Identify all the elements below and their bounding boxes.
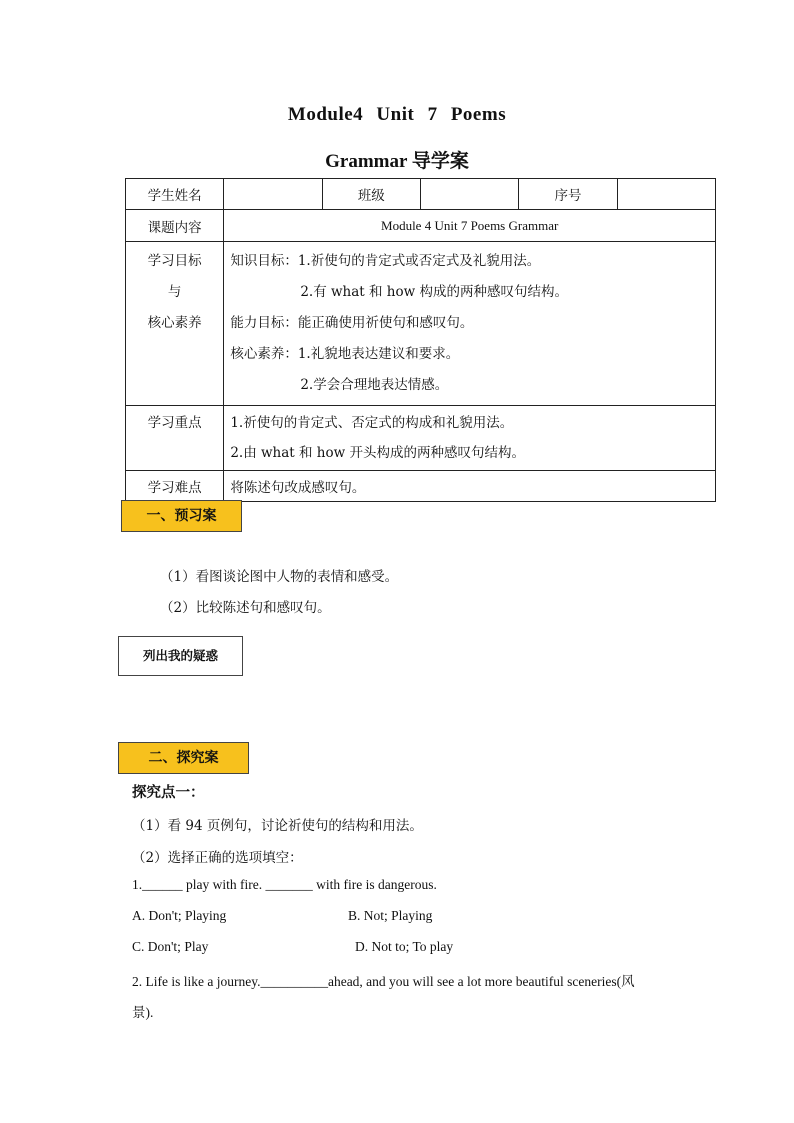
key-points-label-text: 学习重点 bbox=[147, 415, 202, 431]
section1-header: 一、预习案 bbox=[121, 500, 242, 532]
goals-label-line: 学习目标 bbox=[147, 253, 202, 269]
goal-line: 2.学会合理地表达情感。 bbox=[300, 377, 449, 393]
goal-line: 2.有 what 和 how 构成的两种感叹句结构。 bbox=[300, 284, 568, 300]
goals-label-line: 与 bbox=[167, 284, 182, 300]
goals-label-line: 核心素养 bbox=[147, 315, 202, 331]
goal-line: 能力目标：能正确使用祈使句和感叹句。 bbox=[230, 315, 474, 331]
section2-item: （2）选择正确的选项填空： bbox=[132, 850, 303, 866]
class-label: 班级 bbox=[322, 179, 420, 210]
goals-content bbox=[224, 242, 716, 406]
seat-number-field[interactable] bbox=[617, 179, 715, 210]
inquiry-point-title: 探究点一： bbox=[132, 785, 205, 801]
class-field[interactable] bbox=[420, 179, 518, 210]
question-1: 1.______ play with fire. _______ with fire is dangerous. bbox=[132, 877, 437, 892]
difficulty-value: 将陈述句改成感叹句。 bbox=[224, 471, 716, 502]
question-1-option-d: D. Not to; To play bbox=[355, 939, 454, 954]
table-row bbox=[126, 242, 716, 406]
goal-line: 知识目标：1.祈使句的肯定式或否定式及礼貌用法。 bbox=[230, 253, 541, 269]
question-2-line: 2. Life is like a journey.__________ahead, and you will see a lot more beautiful sceneries(风 bbox=[132, 974, 635, 989]
key-point-line: 2.由 what 和 how 开头构成的两种感叹句结构。 bbox=[230, 445, 525, 461]
table-row bbox=[126, 179, 716, 210]
table-row bbox=[126, 406, 716, 471]
section1-item: （1）看图谈论图中人物的表情和感受。 bbox=[160, 569, 399, 585]
table-row bbox=[126, 210, 716, 242]
question-1-option-c: C. Don't; Play bbox=[132, 939, 209, 954]
student-name-label: 学生姓名 bbox=[126, 179, 224, 210]
section2-item: （1）看 94 页例句，讨论祈使句的结构和用法。 bbox=[132, 818, 423, 834]
info-table bbox=[125, 178, 716, 502]
doubts-box: 列出我的疑惑 bbox=[118, 636, 243, 676]
key-points-label bbox=[126, 406, 224, 471]
topic-label: 课题内容 bbox=[126, 210, 224, 242]
table-row bbox=[126, 471, 716, 502]
difficulty-label: 学习难点 bbox=[126, 471, 224, 502]
question-1-option-a: A. Don't; Playing bbox=[132, 908, 227, 923]
key-point-line: 1.祈使句的肯定式、否定式的构成和礼貌用法。 bbox=[230, 415, 514, 431]
student-name-field[interactable] bbox=[224, 179, 322, 210]
section1-item: （2）比较陈述句和感叹句。 bbox=[160, 600, 331, 616]
goals-label bbox=[126, 242, 224, 406]
question-2-line: 景). bbox=[132, 1005, 154, 1020]
question-1-option-b: B. Not; Playing bbox=[348, 908, 433, 923]
section2-header: 二、探究案 bbox=[118, 742, 249, 774]
seat-number-label: 序号 bbox=[519, 179, 617, 210]
topic-value: Module 4 Unit 7 Poems Grammar bbox=[224, 210, 716, 242]
document-subtitle: Grammar 导学案 bbox=[325, 151, 469, 172]
goal-line: 核心素养：1.礼貌地表达建议和要求。 bbox=[230, 346, 460, 362]
key-points-content bbox=[224, 406, 716, 471]
document-title: Module4 Unit 7 Poems bbox=[287, 104, 507, 125]
